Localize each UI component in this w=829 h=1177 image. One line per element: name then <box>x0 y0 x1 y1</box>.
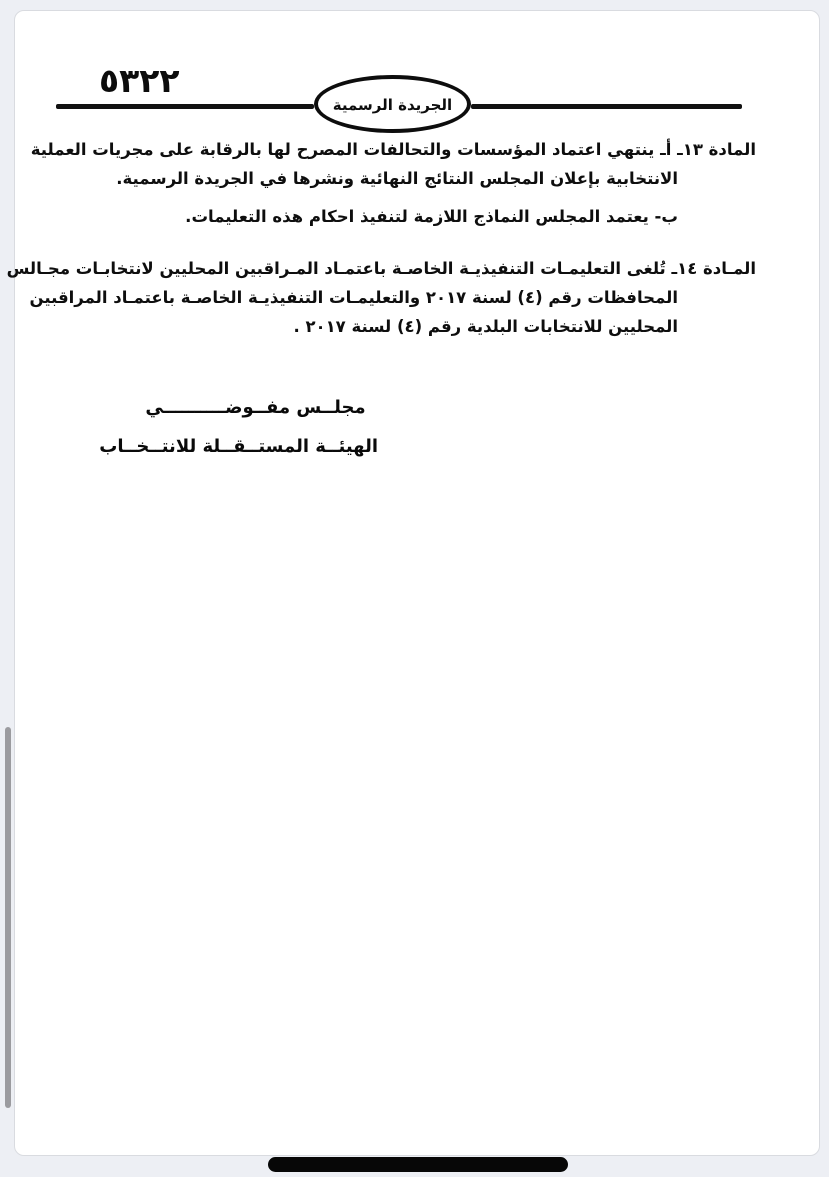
header-rule-right <box>471 104 742 109</box>
page-number: ٥٣٢٢ <box>99 61 180 100</box>
signature-block <box>99 396 378 459</box>
article-14-line-2: المحافظات رقم (٤) لسنة ٢٠١٧ والتعليمـات التنفيذيـة الخاصـة باعتمـاد المراقبين <box>29 288 678 307</box>
articles-text-block <box>6 135 756 341</box>
article-13-item-b: ب- يعتمد المجلس النماذج اللازمة لتنفيذ احكام هذه التعليمات. <box>185 207 678 226</box>
home-indicator[interactable] <box>268 1157 568 1172</box>
article-13-line-2: الانتخابية بإعلان المجلس النتائج النهائية ونشرها في الجريدة الرسمية. <box>116 169 678 188</box>
article-14-line-1: المـادة ١٤ـ تُلغى التعليمـات التنفيذيـة الخاصـة باعتمـاد المـراقبين المحليين لانتخابـات مجـالس <box>6 259 756 278</box>
journal-title-oval <box>314 75 471 133</box>
signature-line-2: الهيئــة المستــقــلة للانتــخــاب <box>99 436 378 457</box>
article-13-line-1: المادة ١٣ـ أـ ينتهي اعتماد المؤسسات والتحالفات المصرح لها بالرقابة على مجريات العملية <box>30 140 756 159</box>
signature-line-1: مجلــس مفــوضــــــــــي <box>145 397 366 418</box>
article-14-line-3: المحليين للانتخابات البلدية رقم (٤) لسنة ٢٠١٧ . <box>293 317 678 336</box>
gazette-page <box>6 10 820 1156</box>
journal-title: الجريدة الرسمية <box>332 96 453 114</box>
vertical-scrollbar-thumb[interactable] <box>5 727 11 1108</box>
header-rule-left <box>56 104 314 109</box>
